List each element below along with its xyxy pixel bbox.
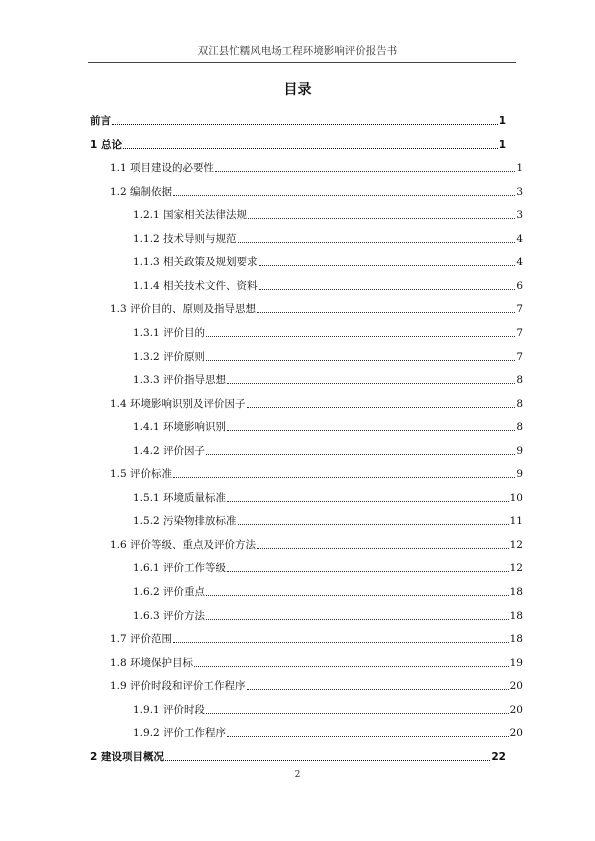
- toc-leader-dots: [238, 524, 509, 525]
- toc-entry[interactable]: [133, 605, 523, 623]
- toc-entry-label: 1.1.2 技术导则与规范: [133, 232, 237, 245]
- toc-leader-dots: [206, 360, 515, 361]
- toc-entry-page: 18: [509, 609, 523, 622]
- toc-leader-dots: [257, 312, 515, 313]
- toc-entry[interactable]: [90, 134, 506, 152]
- toc-entry-page: 10: [509, 491, 523, 504]
- toc-entry[interactable]: [110, 628, 523, 646]
- toc-entry-label: 1.4.1 环境影响识别: [133, 421, 227, 434]
- toc-entry-page: 1: [498, 138, 506, 151]
- toc-entry-page: 18: [509, 633, 523, 646]
- toc-entry-page: 3: [516, 209, 523, 222]
- toc-entry-page: 12: [509, 562, 523, 575]
- toc-entry-label: 1.3.3 评价指导思想: [133, 374, 227, 387]
- toc-leader-dots: [247, 689, 509, 690]
- toc-entry-label: 1.6 评价等级、重点及评价方法: [110, 538, 257, 551]
- toc-entry-label: 1.5.1 环境质量标准: [133, 491, 227, 504]
- toc-entry[interactable]: [133, 699, 523, 717]
- toc-entry-label: 1.1.3 相关政策及规划要求: [133, 256, 258, 269]
- toc-entry-label: 1.3.1 评价目的: [133, 326, 206, 339]
- toc-entry[interactable]: [133, 204, 523, 222]
- toc-entry-page: 20: [509, 680, 523, 693]
- toc-entry-page: 11: [509, 515, 523, 528]
- toc-entry[interactable]: [110, 393, 523, 411]
- toc-entry[interactable]: [90, 746, 506, 764]
- toc-entry-page: 6: [516, 279, 523, 292]
- toc-entry-label: 1.9.2 评价工作程序: [133, 727, 227, 740]
- toc-entry[interactable]: [133, 722, 523, 740]
- toc-entry[interactable]: [110, 534, 523, 552]
- toc-leader-dots: [112, 124, 498, 125]
- toc-entry[interactable]: [110, 157, 523, 175]
- toc-entry-label: 1.2.1 国家相关法律法规: [133, 209, 248, 222]
- toc-entry-label: 1.3.2 评价原则: [133, 350, 206, 363]
- toc-entry-label: 1.4.2 评价因子: [133, 444, 206, 457]
- toc-entry-page: 22: [491, 750, 506, 763]
- toc-entry-label: 1.9.1 评价时段: [133, 703, 206, 716]
- toc-leader-dots: [259, 265, 516, 266]
- toc-leader-dots: [173, 477, 515, 478]
- toc-entry-label: 前言: [90, 115, 111, 127]
- toc-entry-label: 1.9 评价时段和评价工作程序: [110, 680, 246, 693]
- toc-entry[interactable]: [133, 251, 523, 269]
- toc-entry-page: 19: [509, 656, 523, 669]
- toc-leader-dots: [259, 289, 516, 290]
- toc-leader-dots: [227, 501, 509, 502]
- toc-leader-dots: [173, 642, 509, 643]
- toc-entry-page: 20: [509, 727, 523, 740]
- toc-leader-dots: [227, 430, 515, 431]
- toc-entry[interactable]: [110, 298, 523, 316]
- toc-entry-label: 1.5 评价标准: [110, 468, 173, 481]
- toc-entry-page: 8: [516, 374, 523, 387]
- toc-entry[interactable]: [133, 440, 523, 458]
- toc-entry-page: 4: [516, 256, 523, 269]
- toc-entry-page: 1: [516, 162, 523, 175]
- toc-entry-page: 7: [516, 350, 523, 363]
- page-number: 2: [294, 770, 301, 780]
- toc-entry-page: 9: [516, 444, 523, 457]
- running-header-title: 双江县忙糯风电场工程环境影响评价报告书: [197, 45, 398, 57]
- toc-entry-label: 1.5.2 污染物排放标准: [133, 515, 237, 528]
- toc-entry-label: 1.6.1 评价工作等级: [133, 562, 227, 575]
- toc-leader-dots: [206, 595, 509, 596]
- toc-entry-page: 3: [516, 185, 523, 198]
- toc-leader-dots: [123, 148, 498, 149]
- toc-leader-dots: [206, 336, 515, 337]
- toc-entry-page: 8: [516, 397, 523, 410]
- toc-entry-label: 1.1 项目建设的必要性: [110, 162, 215, 175]
- toc-entry-page: 9: [516, 468, 523, 481]
- toc-entry[interactable]: [133, 346, 523, 364]
- toc-entry[interactable]: [90, 110, 506, 128]
- toc-entry[interactable]: [133, 322, 523, 340]
- toc-leader-dots: [194, 666, 509, 667]
- toc-entry-page: 7: [516, 326, 523, 339]
- toc-entry[interactable]: [110, 463, 523, 481]
- toc-entry[interactable]: [110, 181, 523, 199]
- toc-entry-page: 1: [498, 115, 506, 127]
- toc-entry[interactable]: [133, 581, 523, 599]
- toc-entry-label: 2 建设项目概况: [90, 750, 164, 763]
- toc-entry-page: 4: [516, 232, 523, 245]
- toc-leader-dots: [257, 548, 509, 549]
- toc-entry-page: 12: [509, 538, 523, 551]
- toc-entry-label: 1.6.3 评价方法: [133, 609, 206, 622]
- toc-leader-dots: [227, 571, 509, 572]
- toc-leader-dots: [173, 195, 515, 196]
- toc-entry[interactable]: [110, 675, 523, 693]
- toc-entry[interactable]: [133, 228, 523, 246]
- toc-entry-label: 1.2 编制依据: [110, 185, 173, 198]
- toc-entry[interactable]: [133, 557, 523, 575]
- toc-entry-page: 8: [516, 421, 523, 434]
- toc-entry[interactable]: [110, 652, 523, 670]
- toc-entry-label: 1.8 环境保护目标: [110, 656, 194, 669]
- toc-entry-label: 1.1.4 相关技术文件、资料: [133, 279, 258, 292]
- toc-leader-dots: [206, 713, 509, 714]
- toc-entry-label: 1.6.2 评价重点: [133, 586, 206, 598]
- toc-entry[interactable]: [133, 487, 523, 505]
- toc-entry-page: 7: [516, 303, 523, 316]
- toc-entry[interactable]: [133, 275, 523, 293]
- toc-entry[interactable]: [133, 369, 523, 387]
- toc-leader-dots: [206, 454, 515, 455]
- toc-leader-dots: [206, 619, 509, 620]
- toc-entry-page: 20: [509, 703, 523, 716]
- toc-leader-dots: [227, 736, 509, 737]
- toc-entry-label: 1.4 环境影响识别及评价因子: [110, 397, 246, 410]
- toc-entry-label: 1 总论: [90, 138, 122, 151]
- toc-entry[interactable]: [133, 416, 523, 434]
- toc-entry[interactable]: [133, 510, 523, 528]
- toc-entry-label: 1.3 评价目的、原则及指导思想: [110, 303, 257, 316]
- toc-leader-dots: [227, 383, 515, 384]
- toc-entry-page: 18: [509, 586, 523, 598]
- toc-entry-label: 1.7 评价范围: [110, 633, 173, 646]
- toc-leader-dots: [247, 407, 516, 408]
- toc-leader-dots: [238, 242, 516, 243]
- toc-title: 目录: [283, 82, 312, 98]
- toc-leader-dots: [248, 218, 515, 219]
- toc-leader-dots: [215, 171, 515, 172]
- toc-leader-dots: [165, 760, 490, 761]
